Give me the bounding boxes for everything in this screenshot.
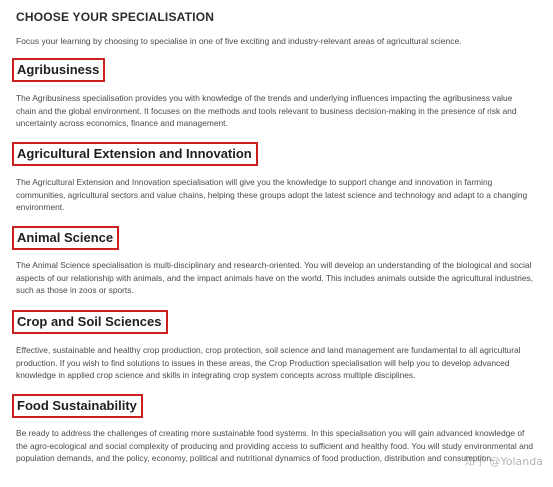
- text-crop-soil: Effective, sustainable and healthy crop production, crop protection, soil science and land management are fundamental to all agricultural production. If you wish to find solutions to issues in these areas, the Crop Production specialisation will help you to develop advanced knowledge in applied crop science and skills in integrating crop system concepts across multiple disciplines.: [16, 345, 521, 381]
- text-animal-science: The Animal Science specialisation is multi-disciplinary and research-oriented. You will develop an understanding of the biological and social aspects of our relationship with animals, and the impact animals have on the world. This includes animals outside the agricultural industries, such as those in zoos or sports.: [16, 260, 534, 296]
- watermark: 知乎 @Yolanda: [464, 455, 543, 468]
- text-agricultural-extension: The Agricultural Extension and Innovation specialisation will give you the knowledge to support change and innovation in farming communities, agricultural sectors and value chains, helping these groups adopt the latest science and technology and adapt to a changing environment.: [16, 177, 528, 213]
- heading-agribusiness: Agribusiness: [12, 58, 105, 82]
- page-title: CHOOSE YOUR SPECIALISATION: [16, 10, 215, 24]
- heading-crop-soil: Crop and Soil Sciences: [12, 310, 168, 334]
- heading-agricultural-extension: Agricultural Extension and Innovation: [12, 142, 258, 166]
- heading-animal-science: Animal Science: [12, 226, 119, 250]
- heading-food-sustainability: Food Sustainability: [12, 394, 143, 418]
- text-agribusiness: The Agribusiness specialisation provides you with knowledge of the trends and underlying influences impacting the agribusiness value chain and the global environment. It focuses on the methods and tools relevant to business decision-making in the presence of risk and uncertainty across economics, finance and management.: [16, 93, 517, 129]
- intro-text: Focus your learning by choosing to specialise in one of five exciting and industry-relevant areas of agricultural science.: [16, 36, 462, 46]
- text-food-sustainability: Be ready to address the challenges of creating more sustainable food systems. In this specialisation you will gain advanced knowledge of the agro-ecological and social complexity of producing and providing access to sufficient and healthy food. You will study environmental and population demands, and the policy, economy, political and nutritional dynamics of food production, distribution and consumption.: [16, 428, 534, 464]
